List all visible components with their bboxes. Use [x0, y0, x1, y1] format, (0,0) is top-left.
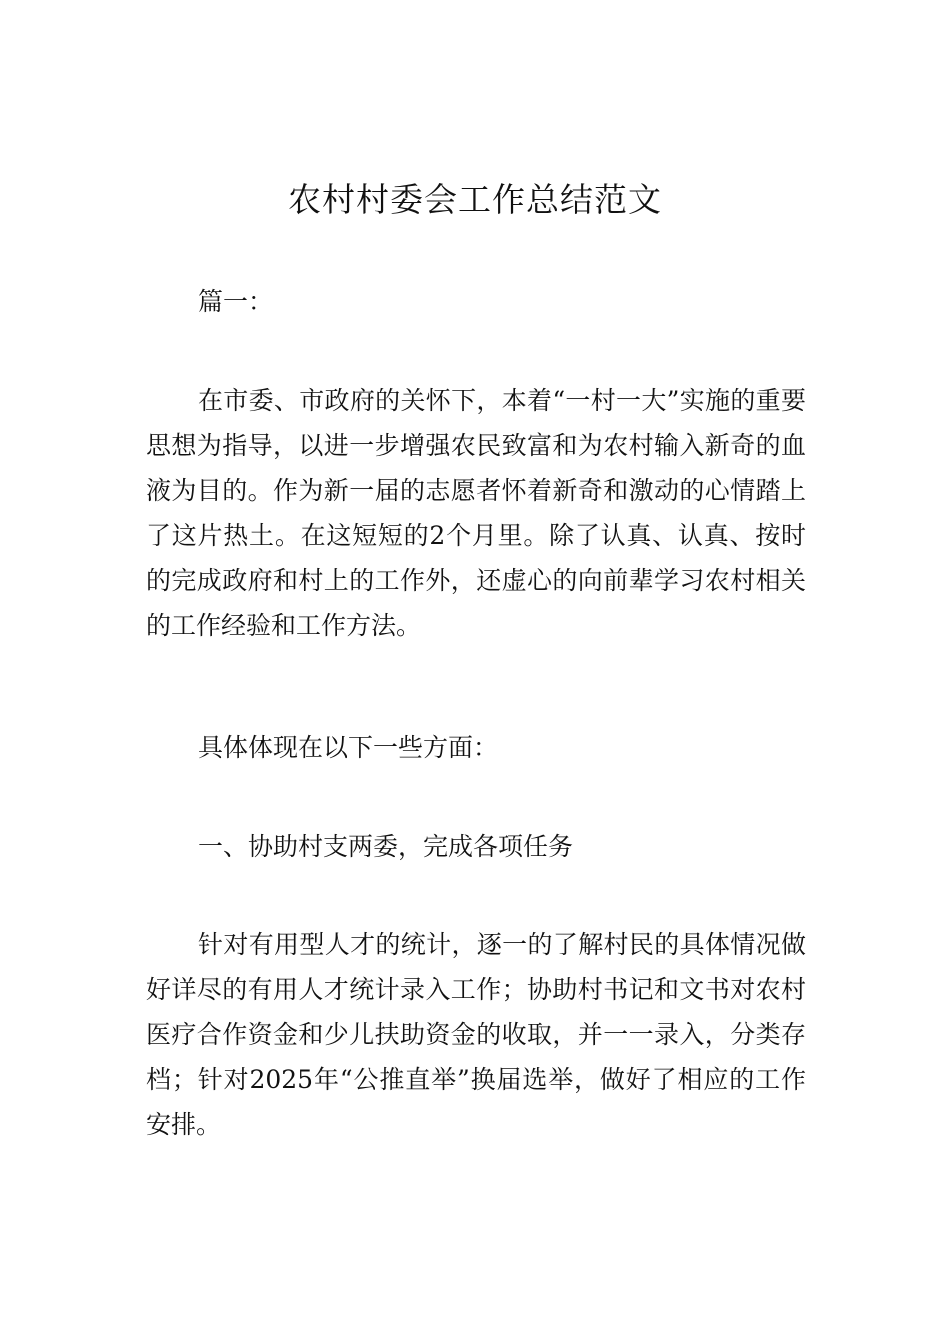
document-title: 农村村委会工作总结范文 [288, 180, 662, 219]
detail-paragraph: 针对有用型人才的统计，逐一的了解村民的具体情况做好详尽的有用人才统计录入工作；协助村书记和文书对农村医疗合作资金和少儿扶助资金的收取，并一一录入，分类存档；针对2025年“公推直举”换届选举，做好了相应的工作安排。 [146, 930, 806, 1139]
aspects-paragraph: 具体体现在以下一些方面： [198, 733, 499, 762]
section-label: 篇一： [198, 287, 274, 316]
intro-paragraph: 在市委、市政府的关怀下，本着“一村一大”实施的重要思想为指导，以进一步增强农民致富和为农村输入新奇的血液为目的。作为新一届的志愿者怀着新奇和激动的心情踏上了这片热土。在这短短的2个月里。除了认真、认真、按时的完成政府和村上的工作外，还虚心的向前辈学习农村相关的工作经验和工作方法。 [146, 386, 806, 640]
section-heading: 一、协助村支两委，完成各项任务 [198, 832, 574, 861]
